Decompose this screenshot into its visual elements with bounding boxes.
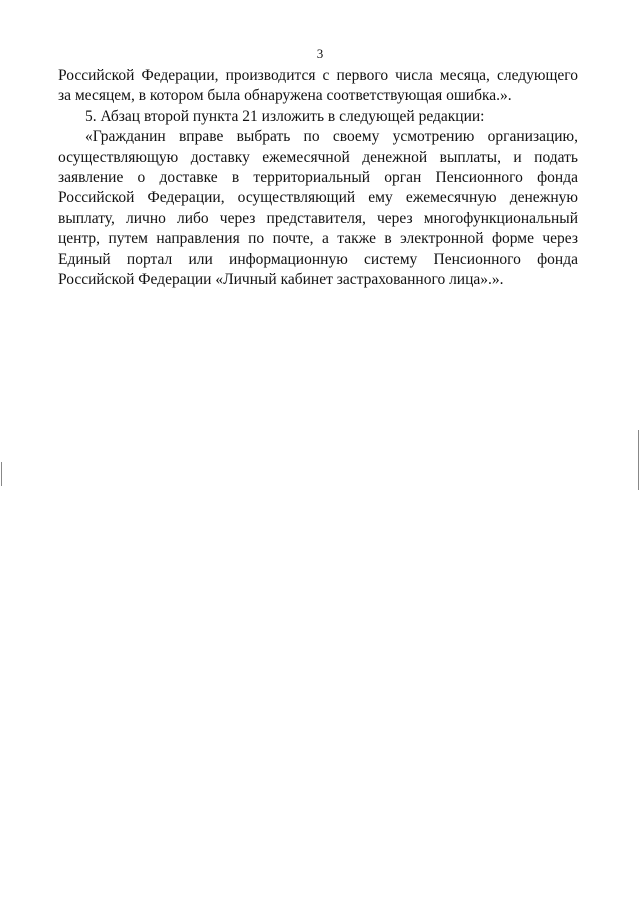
scan-edge-mark-right	[638, 430, 639, 490]
scan-edge-mark-left	[1, 462, 2, 486]
paragraph-continuation-line-2: за месяцем, в котором была обнаружена соответствующая ошибка.».	[58, 87, 512, 105]
paragraph-continuation-line-1: Российской Федерации, производится с первого числа месяца, следующего	[58, 67, 578, 84]
document-body	[58, 66, 578, 290]
page-number: 3	[316, 46, 324, 61]
paragraph-amendment-5: 5. Абзац второй пункта 21 изложить в следующей редакции:	[85, 107, 485, 125]
paragraph-quoted-text: «Гражданин вправе выбрать по своему усмотрению организацию, осуществляющую доставку ежемесячной денежной выплаты, и подать заявление о доставке в территориальный орган Пенсионного фонда Российской Федерации, осуществляющий ему ежемесячную денежную выплату, лично либо через представителя, через многофункциональный центр, путем направления по почте, а также в электронной форме через Единый портал или информационную систему Пенсионного фонда Российской Федерации «Личный кабинет застрахованного лица».».	[58, 128, 578, 289]
